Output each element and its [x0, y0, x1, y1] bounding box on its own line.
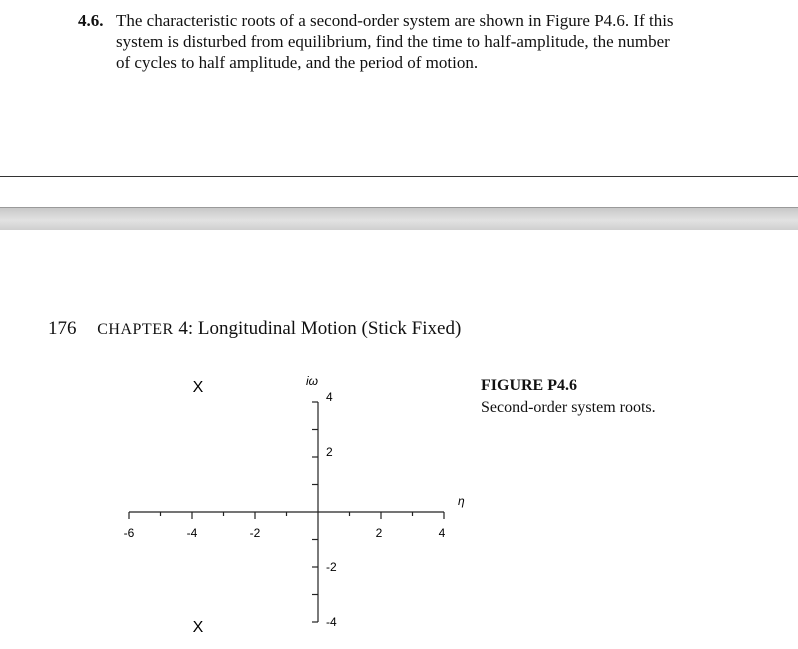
chapter-label: CHAPTER	[97, 321, 174, 338]
chapter-title: 4: Longitudinal Motion (Stick Fixed)	[178, 318, 462, 339]
y-tick-label: 4	[326, 390, 333, 404]
figure-caption: Second-order system roots.	[481, 399, 656, 416]
problem-line-2: system is disturbed from equilibrium, find the time to half-amplitude, the number	[116, 32, 670, 51]
problem-number: 4.6.	[78, 11, 104, 30]
root-marker-2: X	[192, 619, 204, 636]
x-tick-label: -6	[123, 526, 135, 540]
problem-line-3: of cycles to half amplitude, and the period of motion.	[116, 53, 479, 72]
figure-title: FIGURE P4.6	[481, 377, 577, 394]
x-axis-label: η	[458, 494, 465, 508]
x-tick-label: 4	[438, 526, 446, 540]
y-tick-label: -2	[326, 560, 337, 574]
y-tick-label: -4	[326, 615, 337, 629]
y-tick-label: 2	[326, 445, 333, 459]
x-tick-label: -2	[249, 526, 261, 540]
problem-line-1: The characteristic roots of a second-order system are shown in Figure P4.6. If this	[116, 11, 674, 30]
x-tick-label: 2	[375, 526, 383, 540]
y-axis-label: iω	[306, 374, 319, 388]
root-marker-1: X	[192, 379, 204, 396]
page-number: 176	[48, 318, 77, 339]
x-tick-label: -4	[186, 526, 198, 540]
